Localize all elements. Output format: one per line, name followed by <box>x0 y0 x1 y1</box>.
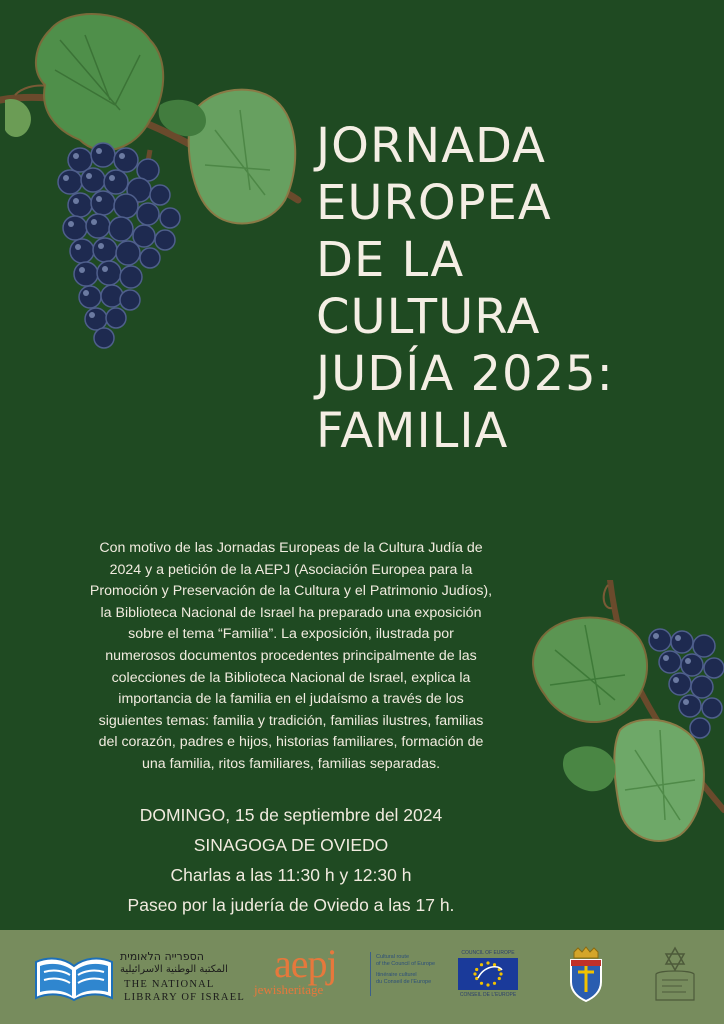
description-line: 2024 y a petición de la AEPJ (Asociación Europea para la <box>109 561 473 578</box>
title-line: EUROPEA <box>316 175 552 231</box>
sponsor-footer <box>0 930 724 1024</box>
council-of-europe-logo <box>455 950 521 998</box>
description-line: del corazón, padres e hijos, historias familiares, formación de <box>98 734 484 751</box>
event-talks: Charlas a las 11:30 h y 12:30 h <box>170 865 412 885</box>
aepj-divider <box>370 952 371 996</box>
title-line: JORNADA <box>316 118 546 174</box>
aepj-route-line1: Cultural route <box>376 954 410 960</box>
nli-english-line1: THE NATIONAL <box>124 979 215 990</box>
description-paragraph <box>60 538 522 776</box>
poster-title <box>316 118 716 460</box>
description-line: la Biblioteca Nacional de Israel ha preparado una exposición <box>100 604 482 621</box>
description-line: Con motivo de las Jornadas Europeas de la Cultura Judía de <box>99 540 483 556</box>
description-line: numerosos documentos procedentes principalmente de las <box>105 647 477 664</box>
aepj-route-line3: Itinéraire culturel <box>376 972 417 978</box>
grape-vine-illustration-right <box>530 580 724 880</box>
event-venue: SINAGOGA DE OVIEDO <box>193 835 389 855</box>
aepj-route-line2: of the Council of Europe <box>376 961 436 967</box>
title-line: DE LA <box>316 232 465 288</box>
aepj-route-line4: du Conseil de l'Europe <box>376 979 432 985</box>
coe-header: COUNCIL OF EUROPE <box>461 950 515 956</box>
description-line: importancia de la familia en el judaísmo a través de los <box>118 691 464 708</box>
description-line: una familia, ritos familiares, familias separadas. <box>141 755 441 772</box>
grape-vine-illustration-top <box>0 0 310 360</box>
event-walk: Paseo por la judería de Oviedo a las 17 h. <box>127 895 455 915</box>
oviedo-coat-of-arms-icon <box>566 946 606 1006</box>
nli-arabic-name: المكتبة الوطنية الاسرائيلية <box>120 964 228 975</box>
description-line: Promoción y Preservación de la Cultura y el Patrimonio Judíos), <box>89 583 493 600</box>
event-details <box>60 800 522 920</box>
title-line: JUDÍA 2025: <box>316 346 614 402</box>
nli-hebrew-name: הספרייה הלאומית <box>120 950 204 963</box>
description-line: colecciones de la Biblioteca Nacional de Israel, explica la <box>111 669 471 686</box>
title-line: FAMILIA <box>316 403 509 459</box>
open-book-icon <box>34 954 114 1002</box>
nli-english-line2: LIBRARY OF ISRAEL <box>124 992 245 1003</box>
eu-flag-icon <box>458 958 518 990</box>
aepj-subtitle: jewisheritage <box>254 982 324 997</box>
title-line: CULTURA <box>316 289 541 345</box>
description-line: siguientes temas: familia y tradición, familias ilustres, familias <box>98 712 484 729</box>
coe-footer: CONSEIL DE L'EUROPE <box>459 992 517 998</box>
aepj-wordmark: aepj <box>274 941 337 986</box>
synagogue-star-of-david-icon <box>650 944 700 1008</box>
aepj-jewisheritage-logo <box>252 941 442 1004</box>
event-date: DOMINGO, 15 de septiembre del 2024 <box>139 805 443 825</box>
description-line: sobre el tema “Familia”. La exposición, ilustrada por <box>128 626 454 643</box>
national-library-of-israel-logo <box>34 948 245 1006</box>
